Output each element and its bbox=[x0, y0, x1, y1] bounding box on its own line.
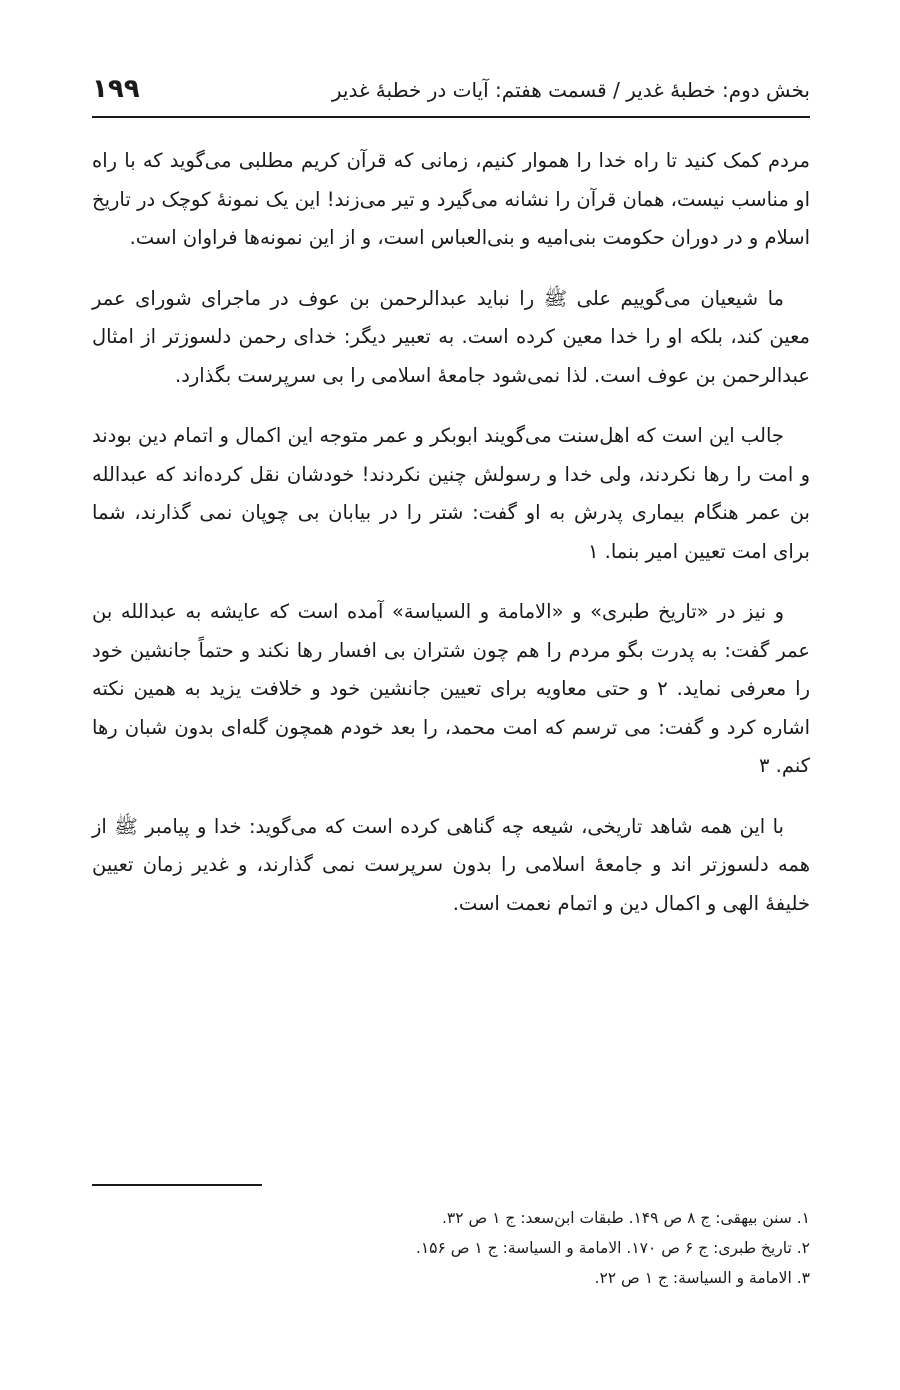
paragraph: با این همه شاهد تاریخی، شیعه چه گناهی کرده است که می‌گوید: خدا و پیامبر ﷺ از همه دلسوزتر اند و جامعهٔ اسلامی را بدون سرپرست نمی گذارند، و غدیر زمان تعیین خلیفهٔ الهی و اکمال دین و اتمام نعمت است. bbox=[92, 814, 810, 915]
footnote-separator bbox=[92, 1184, 262, 1186]
footnote: ۳. الامامة و السیاسة: ج ۱ ص ۲۲. bbox=[594, 1269, 810, 1287]
paragraph: مردم کمک کنید تا راه خدا را هموار کنیم، زمانی که قرآن کریم مطلبی می‌گوید که با راه او مناسب نیست، همان قرآن را نشانه می‌گیرد و تیر می‌زند! این یک نمونهٔ کوچک در تاریخ اسلام و در دوران حکومت بنی‌امیه و بنی‌العباس است، و از این نمونه‌ها فراوان است. bbox=[92, 149, 810, 249]
footnote: ۱. سنن بیهقی: ج ۸ ص ۱۴۹. طبقات ابن‌سعد: ج ۱ ص ۳۲. bbox=[441, 1209, 810, 1227]
running-header bbox=[92, 72, 810, 118]
paragraph: و نیز در «تاریخ طبری» و «الامامة و السیاسة» آمده است که عایشه به عبدالله بن عمر گفت: به پدرت بگو مردم را هم چون شتران بی افسار رها نکند و حتماً جانشین خود را معرفی نماید. ۲ و حتی معاویه برای تعیین جانشین خود و خلافت یزید به همین نکته اشاره کرد و گفت: می ترسم که امت محمد، را بعد خودم همچون گله‌ای بدون شبان رها کنم. ۳ bbox=[92, 600, 810, 777]
book-page bbox=[92, 0, 810, 1390]
paragraph: جالب این است که اهل‌سنت می‌گویند ابوبکر و عمر متوجه این اکمال و اتمام دین بودند و امت را رها نکردند، ولی خدا و رسولش چنین نکردند! خودشان نقل کرده‌اند که عبدالله بن عمر هنگام بیماری پدرش به او گفت: شتر را در بیابان بی چوپان نمی گذارند، شما برای امت تعیین امیر بنما. ۱ bbox=[92, 424, 810, 563]
page-number: ۱۹۹ bbox=[92, 74, 140, 104]
paragraph: ما شیعیان می‌گوییم علی ﷺ را نباید عبدالرحمن بن عوف در ماجرای شورای عمر معین کند، بلکه او را خدا معین کرده است. به تعبیر دیگر: خدای رحمن دلسوزتر از امثال عبدالرحمن بن عوف است. لذا نمی‌شود جامعهٔ اسلامی را بی سرپرست بگذارد. bbox=[92, 286, 810, 387]
footnotes bbox=[92, 1203, 810, 1293]
footnote: ۲. تاریخ طبری: ج ۶ ص ۱۷۰. الامامة و السیاسة: ج ۱ ص ۱۵۶. bbox=[415, 1239, 810, 1257]
body-text bbox=[92, 142, 810, 945]
chapter-title: بخش دوم: خطبهٔ غدیر / قسمت هفتم: آیات در خطبهٔ غدیر bbox=[331, 78, 810, 102]
